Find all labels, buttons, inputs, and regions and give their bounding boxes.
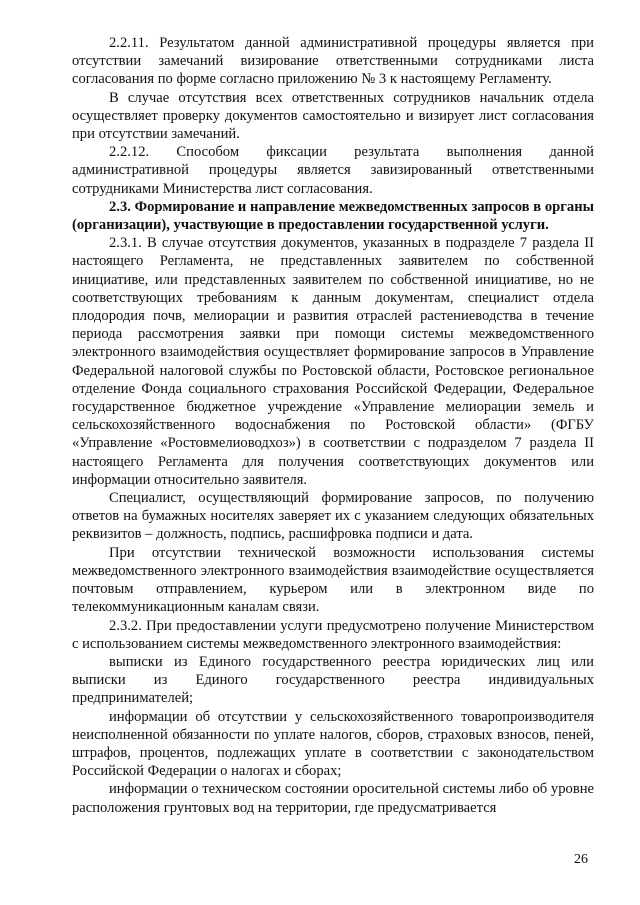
paragraph-2-2-11: 2.2.11. Результатом данной административной процедуры является при отсутствии замечаний визирование ответственными сотрудниками листа согласования по форме согласно приложению № 3 к настоящему Регламенту. (72, 35, 594, 88)
paragraph-specialist-certifies: Специалист, осуществляющий формирование запросов, по получению ответов на бумажных носителях заверяет их с указанием следующих обязательных реквизитов – должность, подпись, расшифровка подписи и дата. (72, 490, 594, 543)
paragraph-2-3-1: 2.3.1. В случае отсутствия документов, указанных в подразделе 7 раздела II настоящего Регламента, не представленных заявителем по собственной инициативе, или представленных заявителем по собственной инициативе, но не соответствующих требованиям к данным документам, специалист отдела плодородия почв, мелиорации и развития отраслей растениеводства в течение периода рассмотрения заявки при помощи системы межведомственного электронного взаимодействия осуществляет формирование запросов в Управление Федеральной налоговой службы по Ростовской области, Ростовское региональное отделение Фонда социального страхования Российской Федерации, Федеральное государственное бюджетное учреждение «Управление мелиорации земель и сельскохозяйственного водоснабжения по Ростовской области» (ФГБУ «Управление «Ростовмелиоводхоз») в соответствии с подразделом 7 раздела II настоящего Регламента для получения соответствующих документов или информации относительно заявителя. (72, 235, 594, 488)
paragraph-no-technical-capability: При отсутствии технической возможности использования системы межведомственного электронного взаимодействия взаимодействие осуществляется почтовым отправлением, курьером или в электронном виде по телекоммуникационным каналам связи. (72, 544, 594, 616)
document-body (72, 34, 594, 817)
list-item-registry-extract: выписки из Единого государственного реестра юридических лиц или выписки из Единого государственного реестра индивидуальных предпринимателей; (72, 653, 594, 707)
paragraph-2-3-2: 2.3.2. При предоставлении услуги предусмотрено получение Министерством с использованием системы межведомственного электронного взаимодействия: (72, 617, 594, 652)
section-heading-2-3: 2.3. Формирование и направление межведомственных запросов в органы (организации), участвующие в предоставлении государственной услуги. (72, 198, 594, 234)
paragraph-absence-of-staff: В случае отсутствия всех ответственных сотрудников начальник отдела осуществляет проверку документов самостоятельно и визирует лист согласования при отсутствии замечаний. (72, 89, 594, 143)
page-number: 26 (574, 852, 588, 867)
list-item-tax-obligations: информации об отсутствии у сельскохозяйственного товаропроизводителя неисполненной обязанности по уплате налогов, сборов, страховых взносов, пеней, штрафов, процентов, подлежащих уплате в соответствии с законодательством Российской Федерации о налогах и сборах; (72, 708, 594, 780)
list-item-irrigation-info: информации о техническом состоянии оросительной системы либо об уровне расположения грунтовых вод на территории, где предусматривается (72, 781, 594, 816)
paragraph-2-2-12: 2.2.12. Способом фиксации результата выполнения данной административной процедуры является завизированный ответственными сотрудниками Министерства лист согласования. (72, 144, 594, 197)
